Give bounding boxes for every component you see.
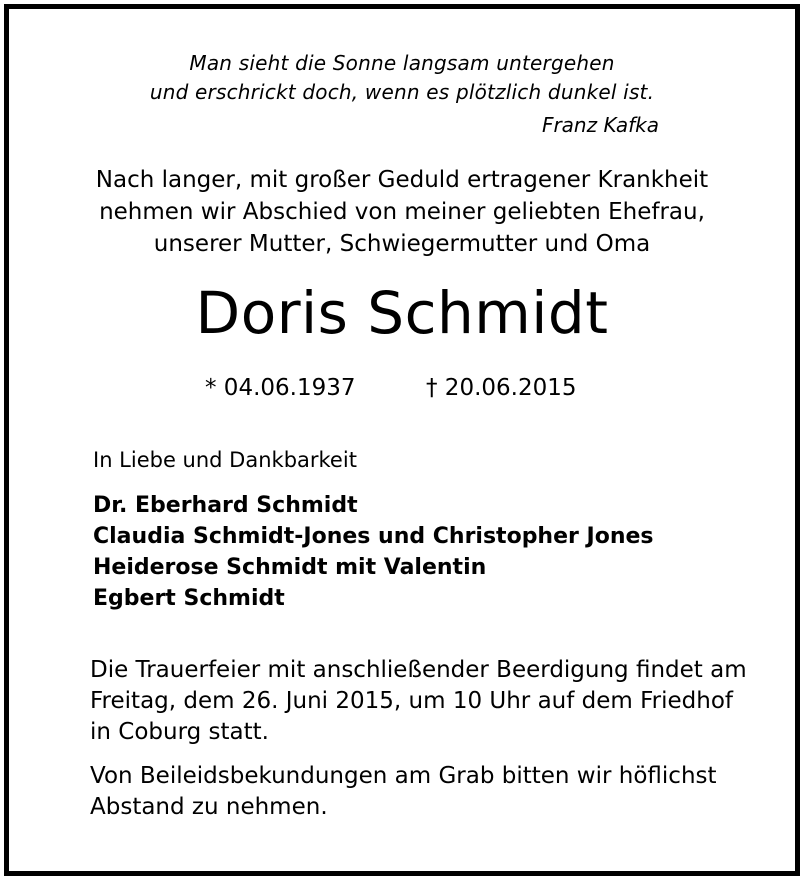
intro-line: Nach langer, mit großer Geduld ertragener Krankheit bbox=[95, 167, 709, 193]
intro-text bbox=[9, 164, 795, 260]
condolence-line: Abstand zu nehmen. bbox=[90, 794, 328, 820]
quote-line: und erschrickt doch, wenn es plötzlich dunkel ist. bbox=[149, 80, 655, 104]
birth-date: * 04.06.1937 bbox=[205, 375, 356, 401]
mourner-name: Dr. Eberhard Schmidt bbox=[93, 493, 358, 518]
kafka-quote bbox=[9, 49, 795, 107]
condolence-line: Von Beileidsbekundungen am Grab bitten wir höflichst bbox=[90, 763, 717, 789]
mourner-name: Claudia Schmidt-Jones und Christopher Jones bbox=[93, 524, 654, 549]
intro-line: unserer Mutter, Schwiegermutter und Oma bbox=[153, 231, 651, 257]
quote-author: Franz Kafka bbox=[541, 113, 659, 137]
funeral-line: in Coburg statt. bbox=[90, 719, 269, 745]
mourners-list bbox=[93, 490, 654, 614]
quote-line: Man sieht die Sonne langsam untergehen bbox=[189, 51, 615, 75]
mourner-name: Egbert Schmidt bbox=[93, 586, 285, 611]
gratitude-line: In Liebe und Dankbarkeit bbox=[93, 448, 357, 472]
mourner-name: Heiderose Schmidt mit Valentin bbox=[93, 555, 487, 580]
deceased-name: Doris Schmidt bbox=[195, 279, 609, 347]
funeral-line: Freitag, dem 26. Juni 2015, um 10 Uhr auf dem Friedhof bbox=[90, 688, 734, 714]
funeral-line: Die Trauerfeier mit anschließender Beerdigung findet am bbox=[90, 657, 747, 683]
death-date: † 20.06.2015 bbox=[426, 375, 577, 401]
funeral-notice bbox=[90, 655, 780, 748]
obituary-frame bbox=[4, 4, 800, 876]
intro-line: nehmen wir Abschied von meiner geliebten Ehefrau, bbox=[99, 199, 705, 225]
condolence-notice bbox=[90, 761, 780, 823]
